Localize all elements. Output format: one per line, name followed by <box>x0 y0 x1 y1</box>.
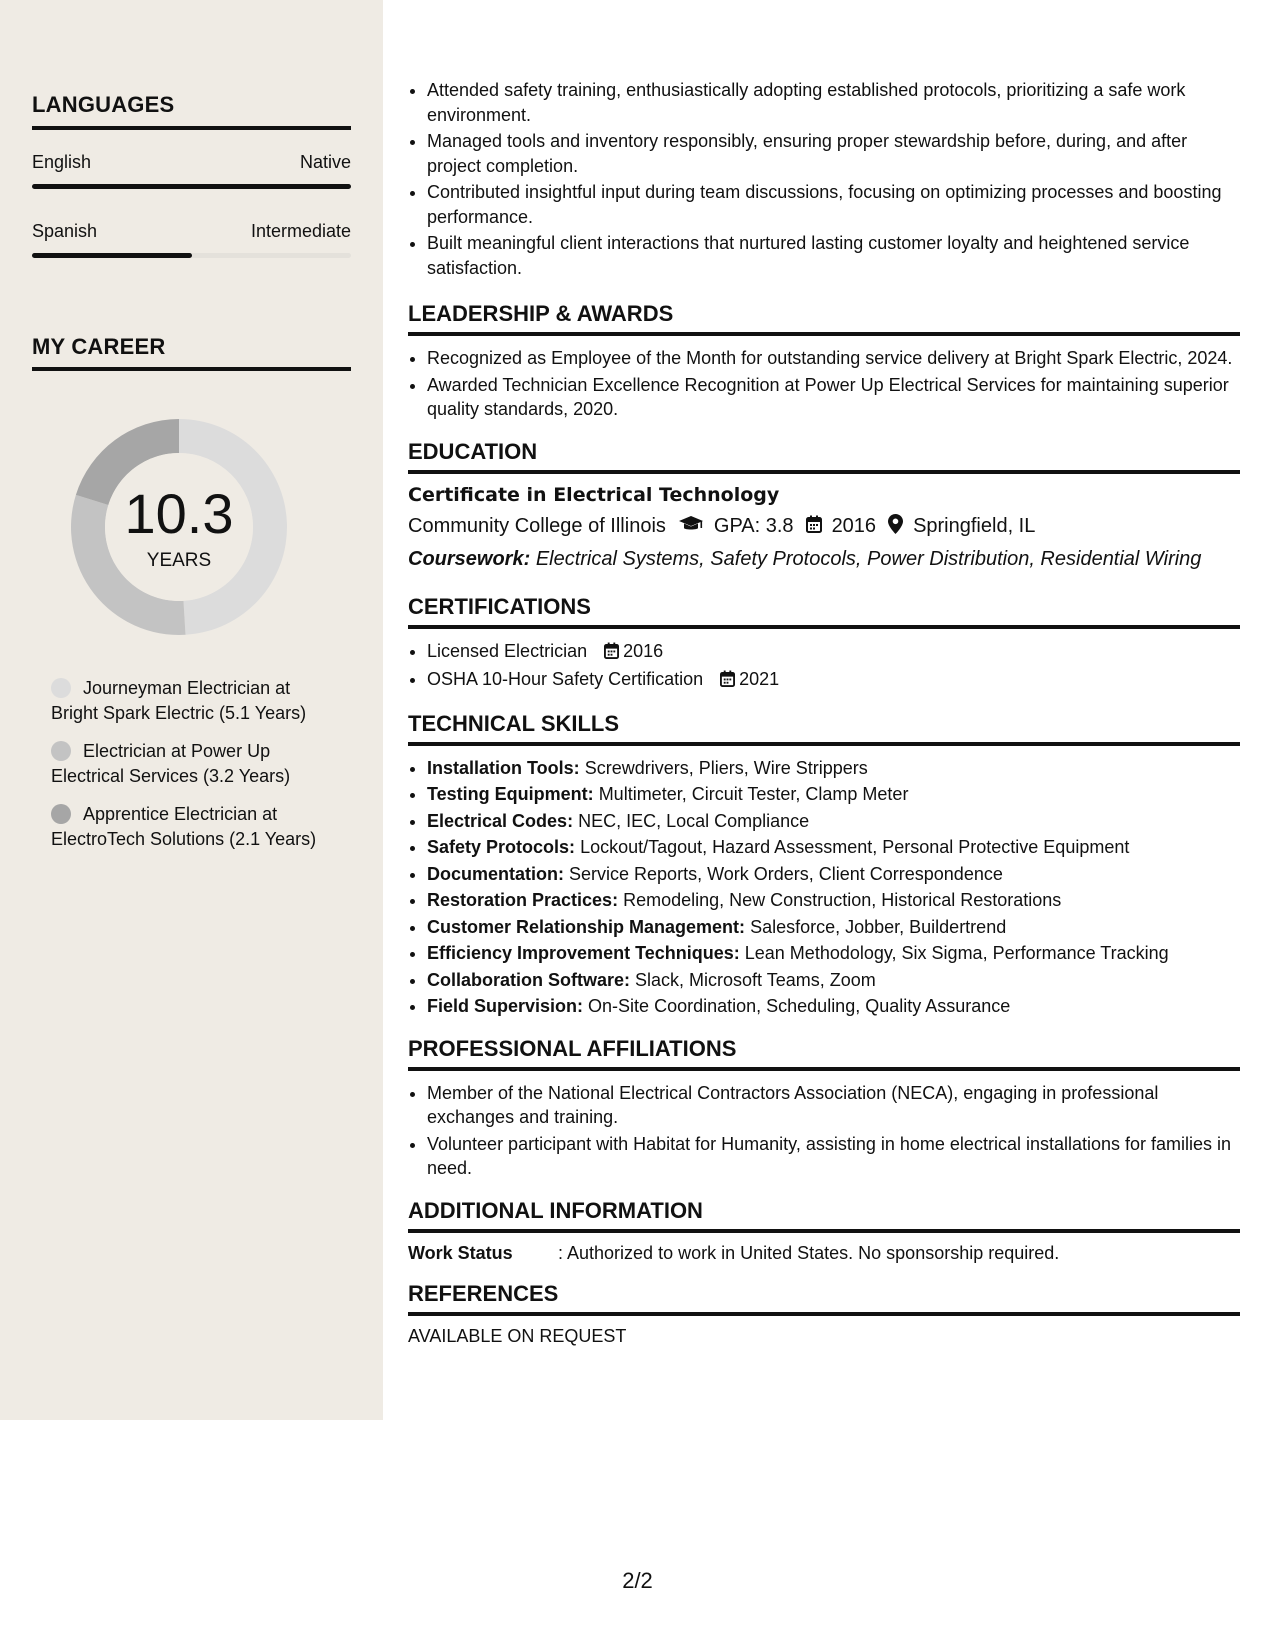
coursework-label: Coursework: <box>408 547 531 570</box>
gpa: GPA: 3.8 <box>713 515 794 537</box>
sidebar <box>0 0 383 1420</box>
graduation-year: 2016 <box>831 515 877 537</box>
section-rule <box>408 625 1240 629</box>
language-level: Native <box>299 152 351 172</box>
graduation-cap-icon <box>678 515 704 539</box>
skill-value: Salesforce, Jobber, Buildertrend <box>750 916 1007 937</box>
language-bar-spanish <box>32 253 351 258</box>
degree-title: Certificate in Electrical Technology <box>408 483 780 506</box>
skill-label: Documentation: <box>427 863 564 884</box>
career-rule <box>32 367 351 371</box>
skill-label: Safety Protocols: <box>427 837 576 857</box>
location-pin-icon <box>888 514 903 540</box>
language-name: English <box>32 152 92 172</box>
skill-value: Screwdrivers, Pliers, Wire Strippers <box>584 757 868 778</box>
skill-label: Customer Relationship Management: <box>427 916 746 937</box>
main-content <box>408 78 1240 1347</box>
skill-value: Lean Methodology, Six Sigma, Performance Tracking <box>744 943 1169 963</box>
section-rule <box>408 470 1240 474</box>
language-row-english <box>32 152 351 173</box>
language-name: Spanish <box>32 221 98 241</box>
list-item <box>427 862 1240 887</box>
languages-heading: LANGUAGES <box>32 92 175 117</box>
certifications-heading: CERTIFICATIONS <box>408 593 591 619</box>
coursework-list: Electrical Systems, Safety Protocols, Power Distribution, Residential Wiring <box>535 547 1202 570</box>
list-item: • Awarded Technician Excellence Recognition at Power Up Electrical Services for maintaining superior quality standards, 2020. <box>427 373 1240 422</box>
skill-value: Remodeling, New Construction, Historical Restorations <box>623 890 1062 910</box>
list-item <box>427 968 1240 993</box>
skill-value: On-Site Coordination, Scheduling, Quality Assurance <box>588 996 1011 1016</box>
certification-name: Licensed Electrician <box>427 640 588 661</box>
career-legend-item <box>51 802 331 851</box>
language-bar-english <box>32 184 351 189</box>
skills-list <box>408 756 1240 1019</box>
career-legend-text: Electrician at Power Up Electrical Services (3.2 Years) <box>51 741 291 786</box>
skill-value: Slack, Microsoft Teams, Zoom <box>635 969 876 990</box>
work-status-row <box>408 1243 1240 1264</box>
list-item: • Recognized as Employee of the Month for outstanding service delivery at Bright Spark Electric, 2024. <box>427 346 1240 371</box>
list-item: • Managed tools and inventory responsibly, ensuring proper stewardship before, during, and after project completion. <box>427 129 1240 178</box>
calendar-icon <box>720 669 735 694</box>
career-heading: MY CAREER <box>32 334 166 359</box>
affiliations-list <box>408 1081 1240 1181</box>
legend-dot <box>51 678 71 698</box>
career-years-unit: YEARS <box>146 550 212 571</box>
skill-value: NEC, IEC, Local Compliance <box>578 810 810 831</box>
career-total-years: 10.3 <box>124 482 234 545</box>
legend-dot <box>51 741 71 761</box>
list-item <box>427 835 1240 860</box>
skills-heading: TECHNICAL SKILLS <box>408 710 620 736</box>
skill-value: Lockout/Tagout, Hazard Assessment, Personal Protective Equipment <box>580 837 1130 857</box>
section-rule <box>408 1312 1240 1316</box>
list-item: • Built meaningful client interactions that nurtured lasting customer loyalty and heightened service satisfaction. <box>427 231 1240 280</box>
list-item <box>427 941 1240 966</box>
work-status-label: Work Status <box>408 1242 513 1263</box>
skill-label: Efficiency Improvement Techniques: <box>427 943 740 963</box>
list-item: • Contributed insightful input during team discussions, focusing on optimizing processes and boosting performance. <box>427 180 1240 229</box>
language-bar-fill <box>32 184 351 189</box>
certification-year: 2021 <box>739 669 780 689</box>
list-item <box>427 809 1240 834</box>
leadership-heading: LEADERSHIP & AWARDS <box>408 301 674 326</box>
skill-label: Restoration Practices: <box>427 890 619 910</box>
additional-info-heading: ADDITIONAL INFORMATION <box>408 1197 703 1223</box>
school-name: Community College of Illinois <box>408 515 666 537</box>
legend-dot <box>51 804 71 824</box>
certification-year: 2016 <box>623 640 664 661</box>
leadership-list <box>408 346 1240 422</box>
section-rule <box>408 1229 1240 1233</box>
skill-label: Electrical Codes: <box>427 810 574 831</box>
affiliations-heading: PROFESSIONAL AFFILIATIONS <box>408 1035 737 1061</box>
skill-value: Multimeter, Circuit Tester, Clamp Meter <box>598 784 909 804</box>
language-bar-fill <box>32 253 192 258</box>
list-item <box>427 782 1240 807</box>
education-details <box>408 514 1240 540</box>
list-item <box>427 994 1240 1019</box>
career-legend-item <box>51 739 331 788</box>
section-rule <box>408 1067 1240 1071</box>
list-item <box>427 639 1240 666</box>
certifications-list <box>408 639 1240 694</box>
language-level: Intermediate <box>250 221 351 241</box>
skill-value: Service Reports, Work Orders, Client Correspondence <box>569 863 1003 884</box>
list-item <box>427 888 1240 913</box>
school-location: Springfield, IL <box>913 515 1036 537</box>
calendar-icon <box>806 515 822 539</box>
section-rule <box>408 332 1240 336</box>
list-item: • Member of the National Electrical Contractors Association (NECA), engaging in professional exchanges and training. <box>427 1081 1240 1130</box>
coursework <box>408 548 1240 571</box>
skill-label: Field Supervision: <box>427 996 584 1016</box>
list-item: • Attended safety training, enthusiastically adopting established protocols, prioritizing a safe work environment. <box>427 78 1240 127</box>
list-item <box>427 756 1240 781</box>
career-legend-text: Journeyman Electrician at Bright Spark Electric (5.1 Years) <box>51 678 307 723</box>
list-item <box>427 667 1240 694</box>
page-number: 2/2 <box>622 1568 653 1593</box>
education-heading: EDUCATION <box>408 438 538 464</box>
career-legend-item <box>51 676 331 725</box>
section-rule <box>408 742 1240 746</box>
career-legend-text: Apprentice Electrician at ElectroTech Solutions (2.1 Years) <box>51 804 317 849</box>
language-row-spanish <box>32 221 351 242</box>
list-item <box>427 915 1240 940</box>
calendar-icon <box>604 641 619 666</box>
skill-label: Testing Equipment: <box>427 784 594 804</box>
career-legend <box>51 676 331 865</box>
references-heading: REFERENCES <box>408 1280 559 1306</box>
languages-rule <box>32 126 351 130</box>
skill-label: Collaboration Software: <box>427 969 631 990</box>
skill-label: Installation Tools: <box>427 757 580 778</box>
references-text: AVAILABLE ON REQUEST <box>408 1325 627 1346</box>
list-item: • Volunteer participant with Habitat for Humanity, assisting in home electrical installations for families in need. <box>427 1132 1240 1181</box>
experience-bullets <box>408 78 1240 280</box>
certification-name: OSHA 10-Hour Safety Certification <box>427 669 704 689</box>
work-status-value: : Authorized to work in United States. No sponsorship required. <box>558 1242 1060 1263</box>
